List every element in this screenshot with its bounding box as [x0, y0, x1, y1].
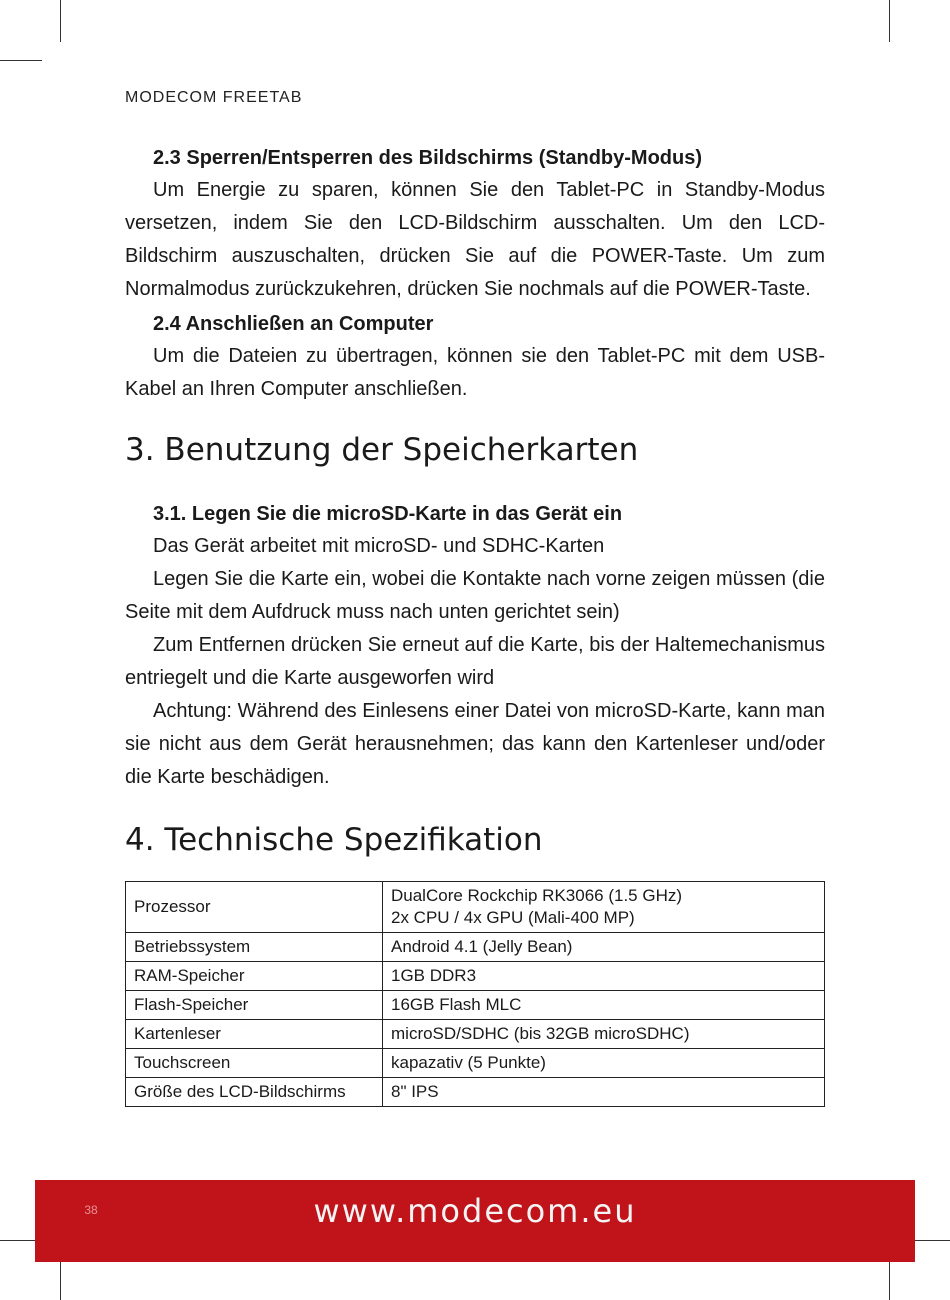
crop-mark [60, 0, 61, 42]
table-row [126, 1020, 825, 1049]
table-row [126, 1049, 825, 1078]
crop-mark [60, 1258, 61, 1300]
footer-banner [35, 1180, 915, 1262]
table-row [126, 882, 825, 933]
spec-value: 1GB DDR3 [383, 962, 825, 991]
spec-label: RAM-Speicher [126, 962, 383, 991]
spec-value-line: DualCore Rockchip RK3066 (1.5 GHz) [391, 886, 683, 905]
section-3-1-p1: Das Gerät arbeitet mit microSD- und SDHC-Karten [153, 535, 605, 557]
section-3-1-p4: Achtung: Während des Einlesens einer Datei von microSD-Karte, kann man sie nicht aus dem Gerät herausnehmen; das kann den Kartenleser und/oder die Karte beschädigen. [125, 700, 825, 788]
page-content [125, 142, 825, 1107]
website-link[interactable]: www.modecom.eu [313, 1192, 637, 1230]
running-header: MODECOM FREETAB [125, 89, 303, 106]
spec-label: Prozessor [126, 882, 383, 933]
spec-label: Flash-Speicher [126, 991, 383, 1020]
spec-label: Größe des LCD-Bildschirms [126, 1078, 383, 1107]
table-row [126, 962, 825, 991]
spec-value: Android 4.1 (Jelly Bean) [383, 933, 825, 962]
spec-table [125, 881, 825, 1107]
section-3-1-p3: Zum Entfernen drücken Sie erneut auf die Karte, bis der Haltemechanismus entriegelt und die Karte ausgeworfen wird [125, 634, 825, 689]
section-3-1-title: 3.1. Legen Sie die microSD-Karte in das Gerät ein [153, 503, 623, 525]
spec-label: Touchscreen [126, 1049, 383, 1078]
page-number: 38 [84, 1203, 98, 1217]
table-row [126, 1078, 825, 1107]
spec-value: 16GB Flash MLC [383, 991, 825, 1020]
spec-label: Kartenleser [126, 1020, 383, 1049]
spec-label: Betriebssystem [126, 933, 383, 962]
section-3-1-p2: Legen Sie die Karte ein, wobei die Kontakte nach vorne zeigen müssen (die Seite mit dem Aufdruck muss nach unten gerichtet sein) [125, 568, 825, 623]
spec-value: kapazativ (5 Punkte) [383, 1049, 825, 1078]
section-2-4-title: 2.4 Anschließen an Computer [153, 313, 434, 335]
section-2-4-text: Um die Dateien zu übertragen, können sie den Tablet-PC mit dem USB-Kabel an Ihren Computer anschließen. [125, 345, 825, 400]
crop-mark [889, 1258, 890, 1300]
spec-value: microSD/SDHC (bis 32GB microSDHC) [383, 1020, 825, 1049]
spec-value-line: 2x CPU / 4x GPU (Mali-400 MP) [391, 908, 635, 927]
crop-mark [0, 60, 42, 61]
spec-value: 8" IPS [383, 1078, 825, 1107]
spec-value [383, 882, 825, 933]
section-4-heading: 4. Technische Spezifikation [125, 822, 543, 858]
table-row [126, 991, 825, 1020]
section-3-heading: 3. Benutzung der Speicherkarten [125, 432, 639, 468]
table-row [126, 933, 825, 962]
crop-mark [889, 0, 890, 42]
section-2-3-title: 2.3 Sperren/Entsperren des Bildschirms (Standby-Modus) [153, 147, 703, 169]
section-2-3-text: Um Energie zu sparen, können Sie den Tablet-PC in Standby-Modus versetzen, indem Sie den LCD-Bildschirm ausschalten. Um den LCD-Bildschirm auszuschalten, drücken Sie auf die POWER-Taste. Um zum Normalmodus zurückzukehren, drücken Sie nochmals auf die POWER-Taste. [125, 179, 825, 300]
